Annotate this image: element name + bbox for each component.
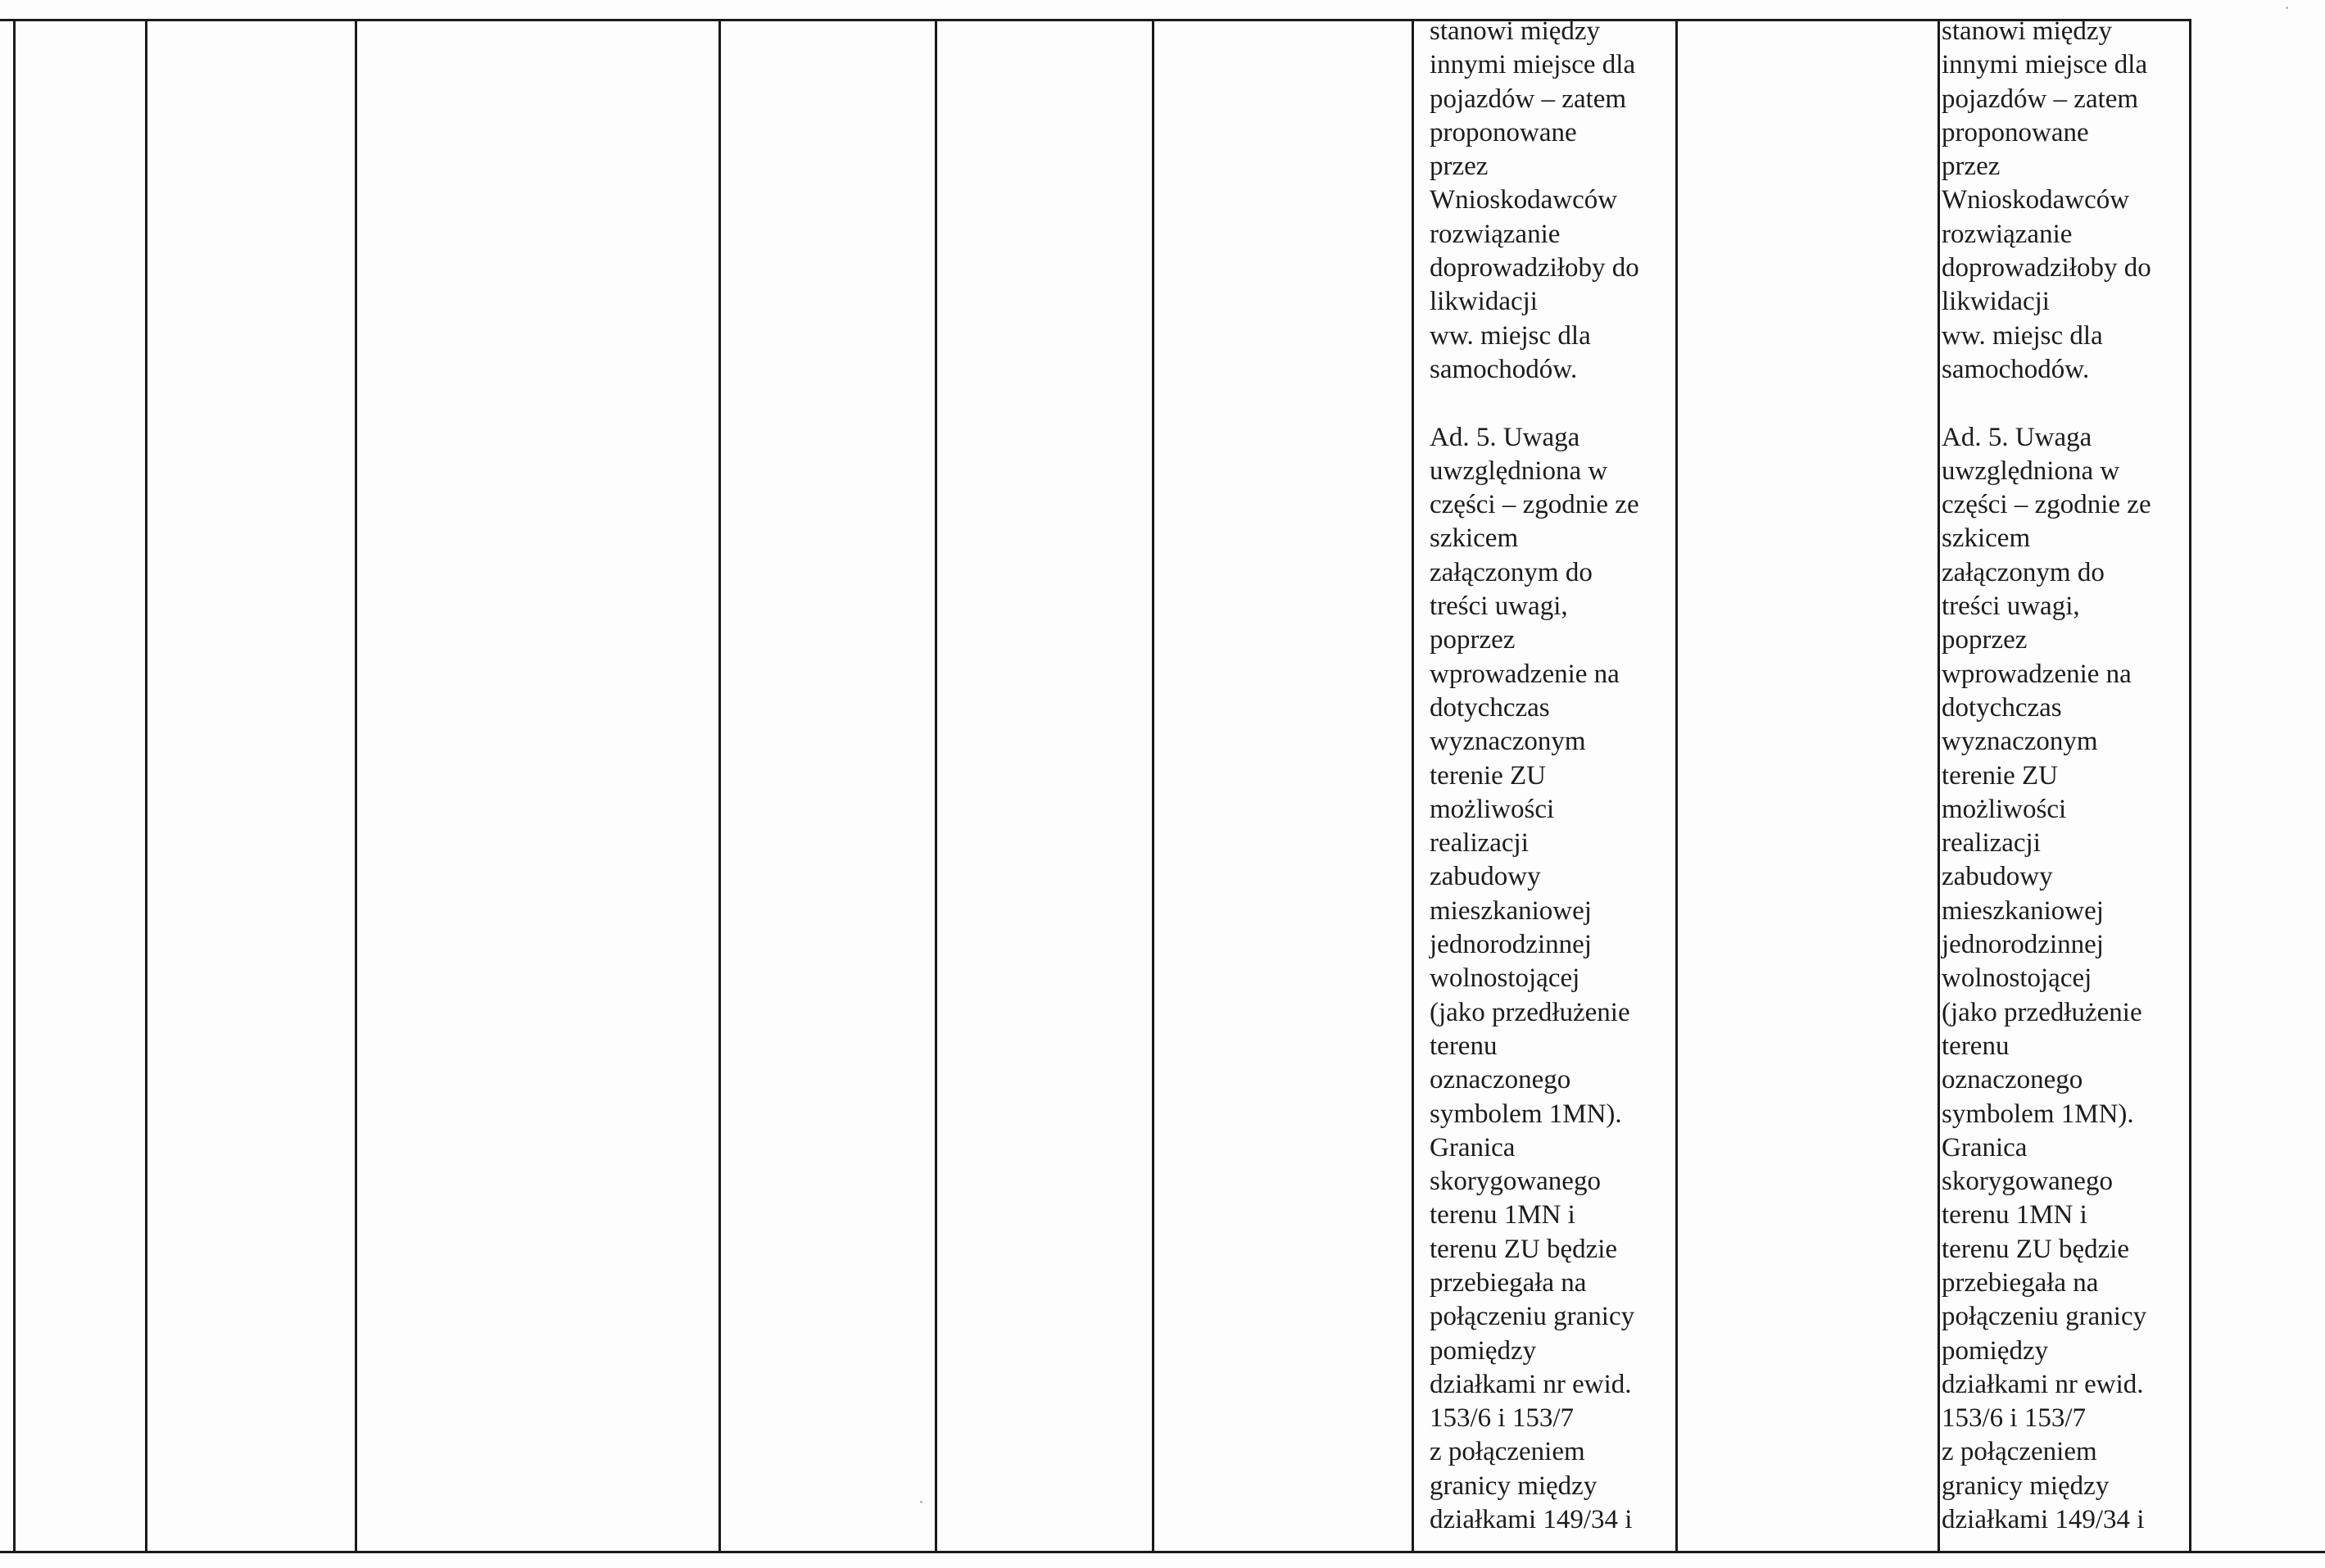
column-border-6 (1412, 19, 1414, 1552)
table-bottom-border (0, 1551, 2325, 1553)
column-border-3 (718, 19, 721, 1552)
column-border-0 (13, 19, 16, 1552)
column-border-5 (1152, 19, 1154, 1552)
table-cell-resolution-text: stanowi między innymi miejsce dla pojazdów – zatem proponowane przez Wnioskodawców rozwiązanie doprowadziłoby do likwidacji ww. miejsc dla samochodów. Ad. 5. Uwaga uwzględniona w części – zgodnie ze szkicem załączonym do treści uwagi, poprzez wprowadzenie na dotychczas wyznaczonym terenie ZU możliwości realizacji zabudowy mieszkaniowej jednorodzinnej wolnostojącej (jako przedłużenie terenu oznaczonego symbolem 1MN). Granica skorygowanego terenu 1MN i terenu ZU będzie przebiegała na połączeniu granicy pomiędzy działkami nr ewid. 153/6 i 153/7 z połączeniem granicy między działkami 149/34 i (1430, 16, 1639, 1535)
column-border-9 (2189, 19, 2191, 1552)
column-border-2 (355, 19, 357, 1552)
scan-speck (920, 1501, 922, 1503)
column-border-8 (1937, 19, 1940, 1552)
column-border-4 (935, 19, 937, 1552)
scan-speck (2286, 7, 2288, 9)
column-border-7 (1675, 19, 1678, 1552)
table-top-border (0, 19, 2191, 21)
table-cell-resolution-text-duplicate: stanowi między innymi miejsce dla pojazdów – zatem proponowane przez Wnioskodawców rozwiązanie doprowadziłoby do likwidacji ww. miejsc dla samochodów. Ad. 5. Uwaga uwzględniona w części – zgodnie ze szkicem załączonym do treści uwagi, poprzez wprowadzenie na dotychczas wyznaczonym terenie ZU możliwości realizacji zabudowy mieszkaniowej jednorodzinnej wolnostojącej (jako przedłużenie terenu oznaczonego symbolem 1MN). Granica skorygowanego terenu 1MN i terenu ZU będzie przebiegała na połączeniu granicy pomiędzy działkami nr ewid. 153/6 i 153/7 z połączeniem granicy między działkami 149/34 i (1942, 16, 2151, 1535)
column-border-1 (145, 19, 147, 1552)
